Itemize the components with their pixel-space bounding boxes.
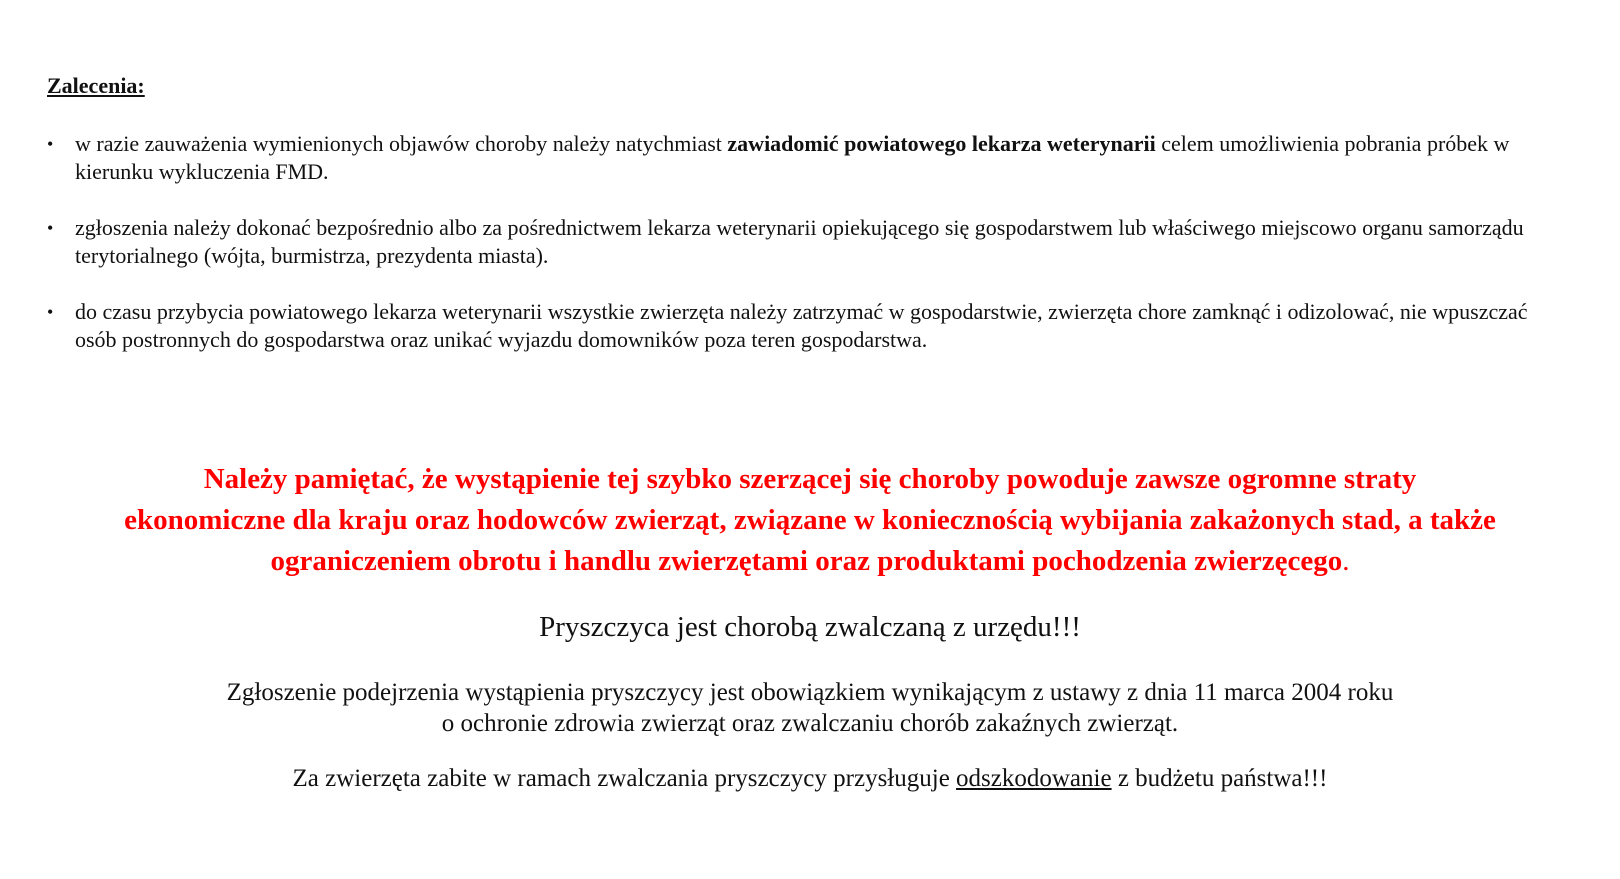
legal-obligation-text [40,677,1580,739]
compensation-underlined-term: odszkodowanie [956,765,1112,792]
warning-line-1: Należy pamiętać, że wystąpienie tej szybko szerzącej się choroby powoduje zawsze ogromne straty [203,463,1417,495]
compensation-text-start: Za zwierzęta zabite w ramach zwalczania pryszczycy przysługuje [292,765,957,792]
recommendation-text: do czasu przybycia powiatowego lekarza weterynarii wszystkie zwierzęta należy zatrzymać w gospodarstwie, zwierzęta chore zamknąć i odizolować, nie wpuszczać osób postronnych do gospodarstwa oraz unikać wyjazdu domowników poza teren gospodarstwa. [75,299,1528,352]
recommendation-item [47,298,1567,354]
bullet-icon: • [47,218,54,238]
recommendations-heading: Zalecenia: [47,73,145,98]
recommendation-item [47,130,1567,186]
recommendation-emphasis: zawiadomić powiatowego lekarza weterynarii [727,131,1156,156]
warning-line-2: ekonomiczne dla kraju oraz hodowców zwierząt, związane w koniecznością wybijania zakażonych stad, a także [124,504,1496,536]
official-disease-notice: Pryszczyca jest chorobą zwalczaną z urzędu!!! [539,611,1081,643]
recommendation-text-start: w razie zauważenia wymienionych objawów choroby należy natychmiast [75,131,728,156]
recommendation-text-end: celem umożliwienia pobrania próbek w kierunku wykluczenia FMD. [75,131,1510,184]
bullet-icon: • [47,302,54,322]
compensation-text-end: z budżetu państwa!!! [1111,765,1328,792]
economic-loss-warning [40,459,1580,582]
warning-end-punctuation: . [1342,545,1350,577]
recommendation-text [75,131,1509,184]
recommendation-item [47,214,1567,270]
legal-line-2: o ochronie zdrowia zwierząt oraz zwalczaniu chorób zakaźnych zwierząt. [441,710,1179,737]
bullet-icon: • [47,134,54,154]
compensation-text [40,763,1580,794]
recommendation-text: zgłoszenia należy dokonać bezpośrednio albo za pośrednictwem lekarza weterynarii opiekującego się gospodarstwem lub właściwego miejscowo organu samorządu terytorialnego (wójta, burmistrza, prezydenta miasta). [75,215,1524,268]
warning-line-3: ograniczeniem obrotu i handlu zwierzętami oraz produktami pochodzenia zwierzęcego [270,545,1343,577]
recommendations-list [47,130,1567,382]
legal-line-1: Zgłoszenie podejrzenia wystąpienia pryszczycy jest obowiązkiem wynikającym z ustawy z dnia 11 marca 2004 roku [226,679,1394,706]
